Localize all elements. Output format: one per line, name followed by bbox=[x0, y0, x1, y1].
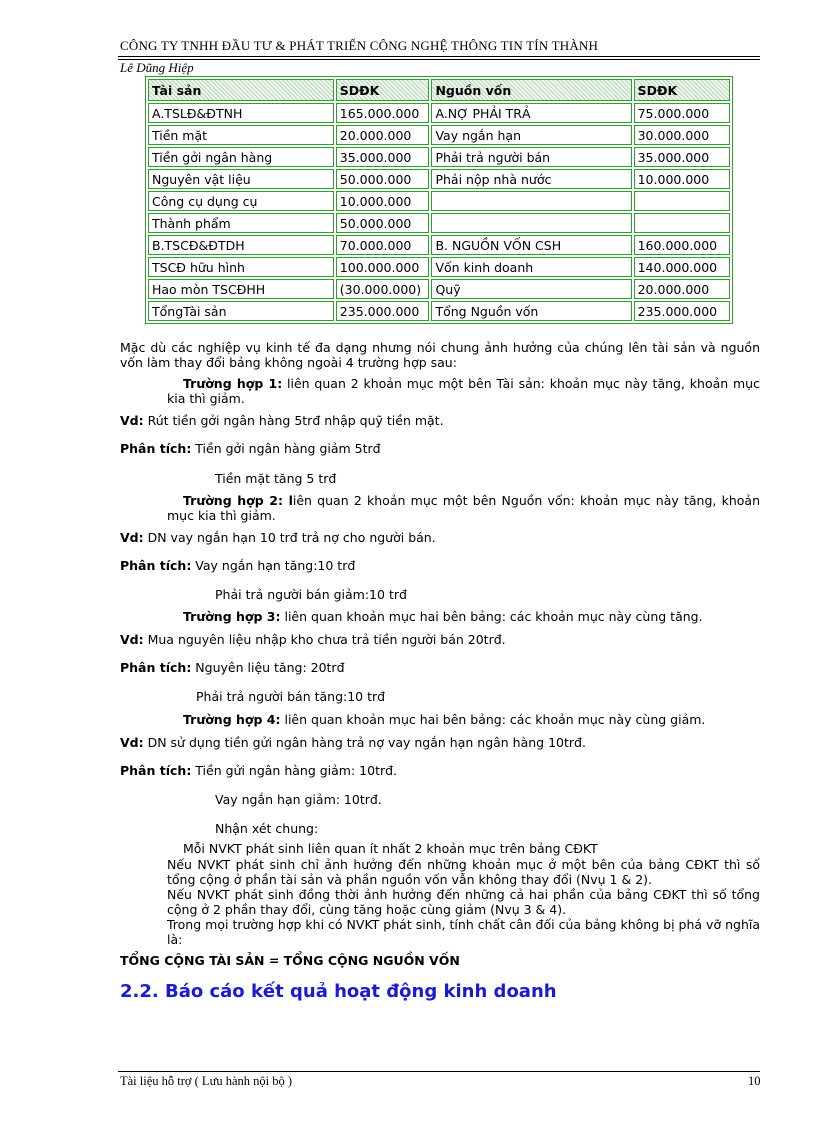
table-cell: 35.000.000 bbox=[634, 147, 730, 167]
analysis-2-text: Vay ngắn hạn tăng:10 trđ bbox=[191, 558, 356, 573]
table-cell: (30.000.000) bbox=[336, 279, 430, 299]
header-company: CÔNG TY TNHH ĐẦU TƯ & PHÁT TRIỂN CÔNG NGHỆ THÔNG TIN TÍN THÀNH bbox=[120, 38, 599, 53]
table-row bbox=[148, 103, 730, 123]
table-cell: 140.000.000 bbox=[634, 257, 730, 277]
table-cell: Phải nộp nhà nước bbox=[431, 169, 631, 189]
table-cell bbox=[431, 213, 631, 233]
table-cell: 165.000.000 bbox=[336, 103, 430, 123]
table-cell: 235.000.000 bbox=[634, 301, 730, 321]
example-2-text: DN vay ngắn hạn 10 trđ trả nợ cho người bán. bbox=[143, 530, 436, 545]
intro-paragraph: Mặc dù các nghiệp vụ kinh tế đa dạng nhưng nói chung ảnh hưởng của chúng lên tài sản và nguồn vốn làm thay đổi bảng không ngoài 4 trường hợp sau: bbox=[120, 340, 760, 370]
balance-equation: TỔNG CỘNG TÀI SẢN = TỔNG CỘNG NGUỒN VỐN bbox=[120, 953, 460, 968]
balance-sheet-table bbox=[145, 76, 733, 324]
table-row bbox=[148, 213, 730, 233]
section-heading: 2.2. Báo cáo kết quả hoạt động kinh doanh bbox=[120, 981, 557, 1002]
table-cell: B.TSCĐ&ĐTDH bbox=[148, 235, 334, 255]
analysis-3-line-2: Phải trả người bán tăng:10 trđ bbox=[196, 689, 386, 704]
table-cell: Tiền mặt bbox=[148, 125, 334, 145]
table-cell: 235.000.000 bbox=[336, 301, 430, 321]
analysis-label: Phân tích: bbox=[120, 660, 192, 675]
table-cell: TổngTài sản bbox=[148, 301, 334, 321]
case-3-paragraph bbox=[183, 609, 703, 624]
analysis-2-line-2: Phải trả người bán giảm:10 trđ bbox=[215, 587, 407, 602]
example-4-text: DN sử dụng tiền gửi ngân hàng trả nợ vay ngắn hạn ngân hàng 10trđ. bbox=[143, 735, 586, 750]
footer-rule bbox=[118, 1071, 760, 1072]
example-3-text: Mua nguyên liệu nhập kho chưa trả tiền người bán 20trđ. bbox=[143, 632, 506, 647]
table-cell: A.NỢ PHẢI TRẢ bbox=[431, 103, 631, 123]
case-4-label: Trường hợp 4: bbox=[183, 712, 281, 727]
header-assets: Tài sản bbox=[148, 79, 334, 101]
table-cell: 50.000.000 bbox=[336, 169, 430, 189]
table-cell: TSCĐ hữu hình bbox=[148, 257, 334, 277]
table-cell: 10.000.000 bbox=[634, 169, 730, 189]
table-cell: Thành phẩm bbox=[148, 213, 334, 233]
table-cell: Hao mòn TSCĐHH bbox=[148, 279, 334, 299]
table-cell: Nguyên vật liệu bbox=[148, 169, 334, 189]
analysis-1-line-2: Tiền mặt tăng 5 trđ bbox=[215, 471, 337, 486]
table-cell: 160.000.000 bbox=[634, 235, 730, 255]
example-1-text: Rút tiền gởi ngân hàng 5trđ nhập quỹ tiền mặt. bbox=[143, 413, 444, 428]
example-label: Vd: bbox=[120, 735, 144, 750]
table-cell bbox=[634, 213, 730, 233]
table-row bbox=[148, 301, 730, 321]
example-1 bbox=[120, 413, 444, 428]
table-cell: Vay ngắn hạn bbox=[431, 125, 631, 145]
analysis-4-text: Tiền gửi ngân hàng giảm: 10trđ. bbox=[191, 763, 398, 778]
remark-3: Nếu NVKT phát sinh đồng thời ảnh hưởng đến những cả hai phần của bảng CĐKT thì số tổng cộng ở 2 phần thay đổi, cùng tăng hoặc cùng giảm (Nvụ 3 & 4). bbox=[167, 887, 760, 917]
table-cell: 35.000.000 bbox=[336, 147, 430, 167]
case-3-text: liên quan khoản mục hai bên bảng: các khoản mục này cùng tăng. bbox=[280, 609, 703, 624]
table-cell: 100.000.000 bbox=[336, 257, 430, 277]
analysis-3 bbox=[120, 660, 345, 675]
table-cell: Vốn kinh doanh bbox=[431, 257, 631, 277]
header-sources-balance: SDĐK bbox=[634, 79, 730, 101]
table-cell: 20.000.000 bbox=[336, 125, 430, 145]
table-cell: 70.000.000 bbox=[336, 235, 430, 255]
analysis-3-text: Nguyên liệu tăng: 20trđ bbox=[191, 660, 345, 675]
example-label: Vd: bbox=[120, 530, 144, 545]
header-rule-2 bbox=[118, 59, 760, 60]
table-cell: B. NGUỒN VỐN CSH bbox=[431, 235, 631, 255]
remark-4: Trong mọi trường hợp khi có NVKT phát sinh, tính chất cân đối của bảng không bị phá vỡ nghĩa là: bbox=[167, 917, 760, 947]
table-row bbox=[148, 279, 730, 299]
table-cell: A.TSLĐ&ĐTNH bbox=[148, 103, 334, 123]
analysis-2 bbox=[120, 558, 355, 573]
header-assets-balance: SDĐK bbox=[336, 79, 430, 101]
table-row bbox=[148, 125, 730, 145]
analysis-label: Phân tích: bbox=[120, 441, 192, 456]
analysis-1 bbox=[120, 441, 381, 456]
table-cell: Tiền gởi ngân hàng bbox=[148, 147, 334, 167]
header-rule bbox=[118, 56, 760, 57]
remark-title: Nhận xét chung: bbox=[215, 821, 319, 836]
table-cell: 10.000.000 bbox=[336, 191, 430, 211]
table-cell: Phải trả người bán bbox=[431, 147, 631, 167]
case-3-label: Trường hợp 3: bbox=[183, 609, 281, 624]
table-header-row bbox=[148, 79, 730, 101]
table-row bbox=[148, 191, 730, 211]
table-row bbox=[148, 169, 730, 189]
table-cell: 30.000.000 bbox=[634, 125, 730, 145]
case-1-text: liên quan 2 khoản mục một bên Tài sản: khoản mục này tăng, khoản mục kia thì giảm. bbox=[167, 376, 760, 406]
example-2 bbox=[120, 530, 436, 545]
example-3 bbox=[120, 632, 506, 647]
table-row bbox=[148, 257, 730, 277]
table-row bbox=[148, 147, 730, 167]
table-row bbox=[148, 235, 730, 255]
table-cell: 75.000.000 bbox=[634, 103, 730, 123]
table-cell: Quỹ bbox=[431, 279, 631, 299]
case-4-text: liên quan khoản mục hai bên bảng: các khoản mục này cùng giảm. bbox=[280, 712, 706, 727]
case-1-paragraph bbox=[167, 376, 760, 406]
remark-2: Nếu NVKT phát sinh chỉ ảnh hưởng đến những khoản mục ở một bên của bảng CĐKT thì số tổng cộng ở phần tài sản và phần nguồn vốn vẫn không thay đổi (Nvụ 1 & 2). bbox=[167, 857, 760, 887]
case-4-paragraph bbox=[183, 712, 705, 727]
analysis-4 bbox=[120, 763, 397, 778]
remark-1: Mỗi NVKT phát sinh liên quan ít nhất 2 khoản mục trên bảng CĐKT bbox=[183, 841, 598, 856]
table-cell bbox=[634, 191, 730, 211]
page-number: 10 bbox=[748, 1074, 761, 1088]
table-cell: Công cụ dụng cụ bbox=[148, 191, 334, 211]
example-label: Vd: bbox=[120, 632, 144, 647]
example-label: Vd: bbox=[120, 413, 144, 428]
table-cell bbox=[431, 191, 631, 211]
case-2-text: iên quan 2 khoản mục một bên Nguồn vốn: khoản mục này tăng, khoản mục kia thì giảm. bbox=[167, 493, 760, 523]
header-author: Lê Dũng Hiệp bbox=[120, 60, 194, 75]
table-cell: Tổng Nguồn vốn bbox=[431, 301, 631, 321]
example-4 bbox=[120, 735, 586, 750]
analysis-4-line-2: Vay ngắn hạn giảm: 10trđ. bbox=[215, 792, 382, 807]
case-1-label: Trường hợp 1: bbox=[183, 376, 283, 391]
case-2-paragraph bbox=[167, 493, 760, 523]
header-sources: Nguồn vốn bbox=[431, 79, 631, 101]
analysis-label: Phân tích: bbox=[120, 558, 192, 573]
analysis-1-text: Tiền gởi ngân hàng giảm 5trđ bbox=[191, 441, 381, 456]
table-cell: 50.000.000 bbox=[336, 213, 430, 233]
analysis-label: Phân tích: bbox=[120, 763, 192, 778]
footer-note: Tài liệu hỗ trợ ( Lưu hành nội bộ ) bbox=[120, 1074, 293, 1088]
case-2-label: Trường hợp 2: l bbox=[183, 493, 293, 508]
table-cell: 20.000.000 bbox=[634, 279, 730, 299]
